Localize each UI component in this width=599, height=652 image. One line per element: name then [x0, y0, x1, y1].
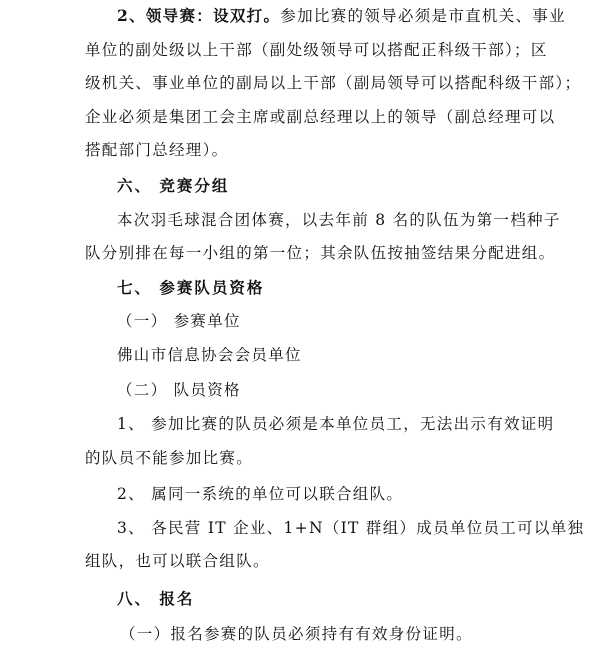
paragraph-leader-match-line2: 单位的副处级以上干部（副处级领导可以搭配正科级干部）；区 [85, 41, 548, 59]
rule-3-line1: 3、 各民营 IT 企业、1+N（IT 群组）成员单位员工可以单独 [117, 519, 585, 537]
paragraph-leader-match-line1 [0, 6, 599, 26]
paragraph-leader-match-line4: 企业必须是集团工会主席或副总经理以上的领导（副总经理可以 [85, 108, 556, 126]
participating-units-text: 佛山市信息协会会员单位 [117, 346, 302, 364]
rule-1-line2: 的队员不能参加比赛。 [85, 449, 254, 467]
rule-1-line1: 1、 参加比赛的队员必须是本单位员工，无法出示有效证明 [117, 415, 555, 433]
paragraph-grouping-line2: 队分别排在每一小组的第一位；其余队伍按抽签结果分配进组。 [85, 244, 556, 262]
paragraph-leader-match-line3: 级机关、事业单位的副局以上干部（副局领导可以搭配科级干部）； [85, 74, 582, 92]
rule-2: 2、 属同一系统的单位可以联合组队。 [117, 485, 404, 503]
section-heading-grouping: 六、 竞赛分组 [117, 176, 230, 195]
paragraph-leader-match-line5: 搭配部门总经理）。 [85, 141, 229, 159]
subheading-registration-id: （一）报名参赛的队员必须持有有效身份证明。 [120, 625, 473, 643]
subheading-participating-units: （一） 参赛单位 [117, 312, 241, 330]
section-heading-eligibility: 七、 参赛队员资格 [117, 278, 265, 297]
rule-3-line2: 组队，也可以联合组队。 [85, 552, 270, 570]
section-heading-registration: 八、 报名 [117, 589, 195, 608]
leader-match-label: 2、领导赛：设双打。 [117, 6, 281, 25]
leader-match-text: 参加比赛的领导必须是市直机关、事业 [280, 7, 566, 25]
paragraph-grouping-line1: 本次羽毛球混合团体赛，以去年前 8 名的队伍为第一档种子 [117, 211, 561, 229]
subheading-player-eligibility: （二） 队员资格 [117, 381, 241, 399]
